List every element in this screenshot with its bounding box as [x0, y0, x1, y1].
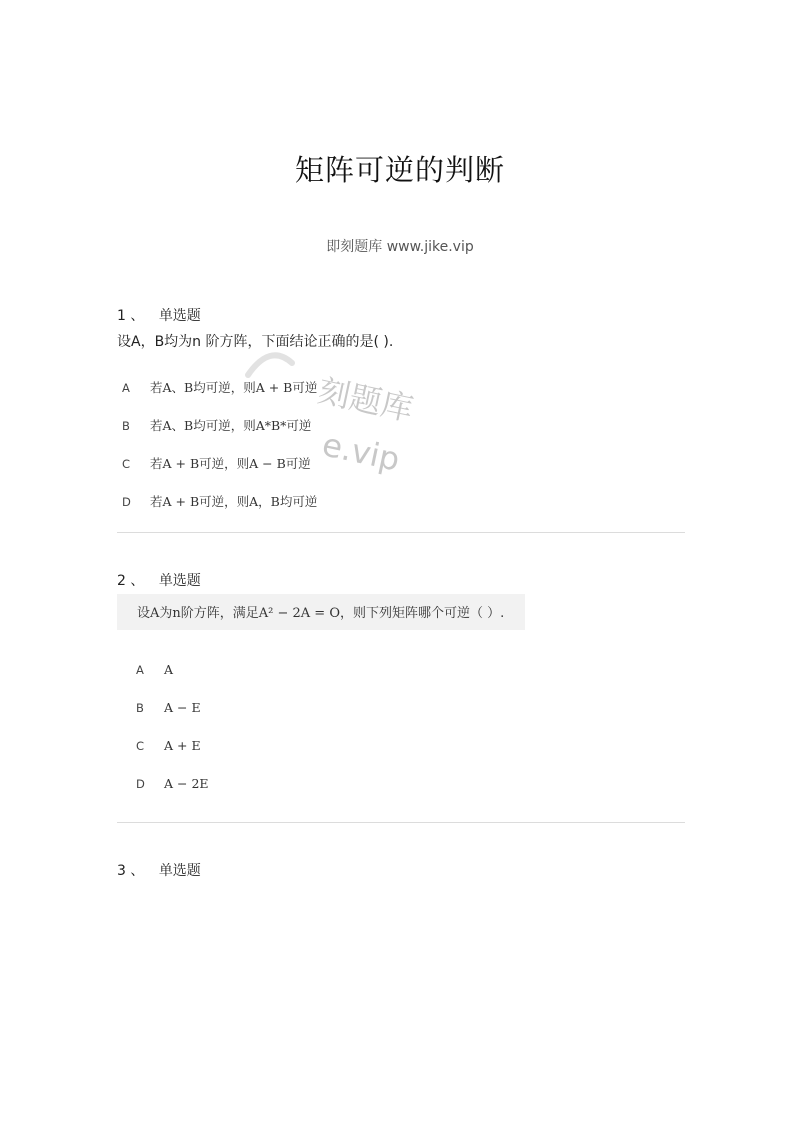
question-2-text-box — [117, 594, 525, 630]
question-2-number: 2 、 — [117, 573, 145, 589]
question-2-type: 单选题 — [158, 573, 201, 589]
question-1-option-b[interactable] — [122, 416, 311, 434]
option-letter: B — [122, 419, 130, 433]
option-letter: C — [136, 739, 145, 753]
option-text: A − E — [164, 700, 201, 715]
option-letter: A — [136, 663, 144, 677]
question-3-type: 单选题 — [158, 863, 201, 879]
question-3-number: 3 、 — [117, 863, 145, 879]
question-3-header — [117, 860, 201, 880]
option-letter: B — [136, 701, 144, 715]
option-text: 若A、B均可逆，则A + B可逆 — [150, 380, 318, 395]
question-1-option-d[interactable] — [122, 492, 317, 510]
option-text: A — [164, 662, 174, 677]
question-2-header — [117, 570, 201, 590]
question-1-text: 设A，B均为n 阶方阵，下面结论正确的是( ). — [117, 334, 394, 350]
question-2-option-c[interactable] — [136, 738, 201, 753]
document-subtitle: 即刻题库 www.jike.vip — [326, 239, 474, 255]
divider — [117, 532, 685, 533]
question-2-option-b[interactable] — [136, 700, 201, 715]
watermark-text-1: 刻题库 — [314, 371, 417, 429]
option-text: A − 2E — [164, 776, 209, 791]
divider — [117, 822, 685, 823]
option-text: A + E — [164, 738, 201, 753]
option-letter: D — [136, 777, 145, 791]
option-letter: C — [122, 457, 131, 471]
document-title: 矩阵可逆的判断 — [294, 153, 505, 187]
question-1-type: 单选题 — [158, 308, 201, 324]
question-1-option-c[interactable] — [122, 454, 311, 472]
option-letter: A — [122, 381, 130, 395]
question-2-text: 设A为n阶方阵，满足A² − 2A = O，则下列矩阵哪个可逆（ ）. — [137, 606, 505, 621]
question-1-header — [117, 305, 201, 325]
option-text: 若A、B均可逆，则A*B*可逆 — [150, 418, 312, 433]
question-1-option-a[interactable] — [122, 378, 317, 396]
question-2-option-d[interactable] — [136, 776, 209, 791]
option-text: 若A + B可逆，则A − B可逆 — [150, 456, 311, 471]
watermark-text-2: e.vip — [318, 425, 404, 479]
question-2-option-a[interactable] — [136, 662, 173, 677]
option-letter: D — [122, 495, 131, 509]
question-1-number: 1 、 — [117, 308, 145, 324]
option-text: 若A + B可逆，则A，B均可逆 — [150, 494, 318, 509]
